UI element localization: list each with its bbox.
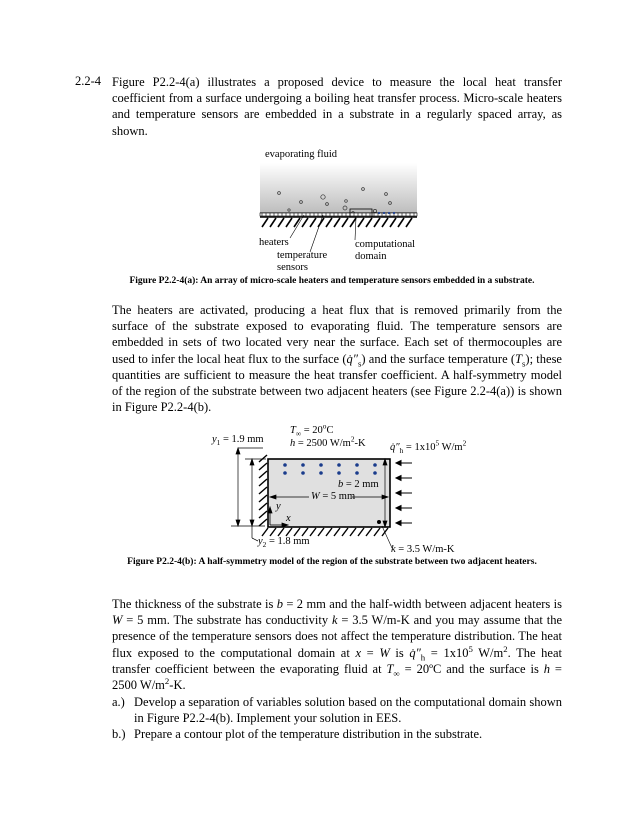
label-axis-x: x bbox=[286, 513, 291, 524]
task-list bbox=[112, 694, 562, 743]
dimension-y1 bbox=[231, 448, 265, 526]
figure-a-caption: Figure P2.2-4(a): An array of micro-scale heaters and temperature sensors embedded in a substrate. bbox=[129, 276, 535, 286]
list-item bbox=[112, 726, 562, 742]
label-y1: $y_1 = 1.9$ mm bbox=[212, 434, 264, 448]
heat-flux-arrows bbox=[396, 461, 412, 526]
surface-temp-subscript: s bbox=[522, 358, 526, 369]
label-axis-y: y bbox=[276, 501, 281, 512]
label-k: k = 3.5 W/m-K bbox=[391, 544, 455, 555]
dimension-y2 bbox=[245, 459, 266, 541]
label-b: b = 2 mm bbox=[338, 479, 379, 490]
task-marker: a.) bbox=[112, 695, 125, 709]
heat-flux-symbol: q̇″ bbox=[346, 351, 358, 366]
label-qh: $q̇''_h = 1x10^5$ $W/m^2$ bbox=[390, 438, 467, 456]
label-computational-domain-1: computational bbox=[355, 239, 416, 250]
label-computational-domain-2: domain bbox=[355, 251, 387, 262]
list-item bbox=[112, 694, 562, 726]
bottom-wall-hatching bbox=[262, 528, 388, 536]
left-wall-hatching bbox=[259, 455, 267, 526]
heaters-text-1: The heaters are activated, producing a heat flux that is removed primarily from the surface of the substrate exposed to evaporating fluid. The temperature sensors are embedded in sets of two located very near the surface. Each set of thermocouples are used to infer the local heat flux to the surface ( bbox=[112, 303, 562, 366]
label-evaporating-fluid: evaporating fluid bbox=[265, 149, 338, 160]
problem-intro: Figure P2.2-4(a) illustrates a proposed device to measure the local heat transfer coefficient from a surface undergoing a boiling heat transfer process. Micro-scale heaters and temperature sensors are embedded in a substrate in a regularly spaced array, as shown. bbox=[112, 75, 562, 138]
label-w: W = 5 mm bbox=[311, 491, 356, 502]
label-heaters: heaters bbox=[259, 237, 289, 248]
task-text: Develop a separation of variables solution based on the computational domain shown in Figure P2.2-4(b). Implement your solution in EES. bbox=[134, 695, 562, 726]
label-y2: $y_2 = 1.8$ mm bbox=[258, 536, 310, 550]
task-marker: b.) bbox=[112, 727, 126, 742]
surface-temp-symbol: T bbox=[515, 351, 522, 366]
task-text: Prepare a contour plot of the temperature distribution in the substrate. bbox=[134, 727, 483, 742]
heat-flux-subscript: s bbox=[357, 358, 362, 369]
label-temperature-sensors-2: sensors bbox=[277, 262, 308, 273]
sensor-point bbox=[377, 520, 381, 524]
problem-number: 2.2-4 bbox=[75, 74, 102, 88]
label-h: h = 2500 $W/m^2-K$ bbox=[290, 434, 366, 449]
heaters-text-2: ) and the surface temperature ( bbox=[361, 351, 516, 366]
paragraph-thickness: The thickness of the substrate is b = 2 mm and the half-width between adjacent heaters is W = 5 mm. The substrate has conductivity k = 3.5 W/m-K and you may assume that the presence of the temperature sensors does not affect the temperature distribution. The heat flux exposed to the computational domain at x = W is $q̇''_h = 1x10^5$ $W/m^2$. The heat transfer coefficient between the evaporating fluid at $T_\infty$ = 20ºC and the surface is h = 2500 $W/m^2-K$. bbox=[112, 597, 562, 693]
heaters-text-3: ); these quantities are sufficient to measure the heat transfer coefficient. A half-symmetry model of the region of the substrate between two adjacent heaters (see Figure 2.2-4(a)) is shown in Figure P2.2-4(b). bbox=[112, 351, 562, 415]
label-tinf: $T_\infty = 20^oC$ bbox=[290, 421, 334, 439]
figure-b-caption: Figure P2.2-4(b): A half-symmetry model of the region of the substrate between two adjacent heaters. bbox=[127, 557, 537, 567]
label-temperature-sensors-1: temperature bbox=[277, 250, 328, 261]
